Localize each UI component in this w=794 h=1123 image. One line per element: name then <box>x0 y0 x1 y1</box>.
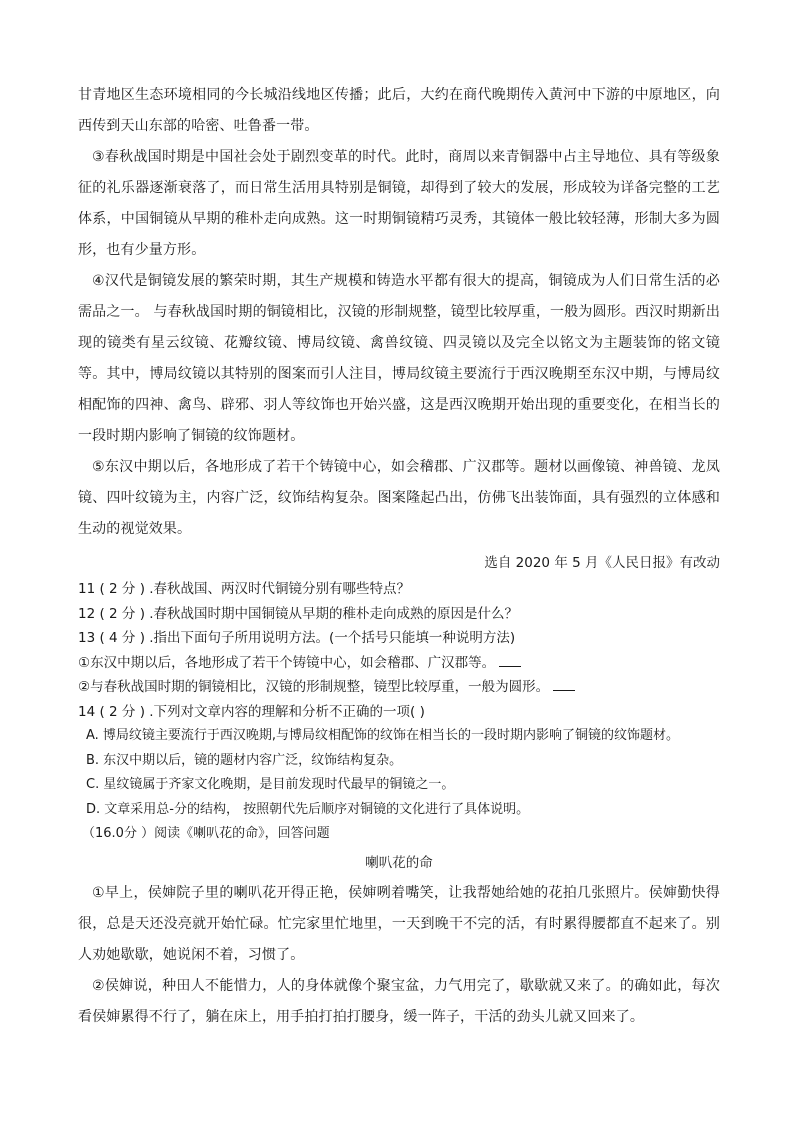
question-13-item-2-text: ②与春秋战国时期的铜镜相比，汉镜的形制规整，镜型比较厚重，一般为圆形。 <box>78 679 550 695</box>
question-13-item-2 <box>78 675 720 700</box>
question-14: 14 ( 2 分 ) .下列对文章内容的理解和分析不正确的一项( ) <box>78 703 425 720</box>
article-paragraph-intro: 甘青地区生态环境相同的今长城沿线地区传播；此后，大约在商代晚期传入黄河中下游的中原地区，向西传到天山东部的哈密、吐鲁番一带。 <box>78 87 720 134</box>
question-14-option-b: B. 东汉中期以后，镜的题材内容广泛，纹饰结构复杂。 <box>86 752 403 768</box>
question-11: 11 ( 2 分 ) .春秋战国、两汉时代铜镜分别有哪些特点？ <box>78 581 411 597</box>
question-13-item-1 <box>78 651 720 676</box>
article-paragraph-3: ③春秋战国时期是中国社会处于剧烈变革的时代。此时，商周以来青铜器中占主导地位、具有等级象征的礼乐器逐渐衰落了，而日常生活用具特别是铜镜，却得到了较大的发展，形成较为详备完整的工艺体系，中国铜镜从早期的稚朴走向成熟。这一时期铜镜精巧灵秀，其镜体一般比较轻薄，形制大多为圆形，也有少量方形。 <box>78 149 720 258</box>
question-13: 13 ( 4 分 ) .指出下面句子所用说明方法。(一个括号只能填一种说明方法) <box>78 630 516 646</box>
document-content <box>78 80 720 1033</box>
reading-paragraph-1: ①早上，侯婶院子里的喇叭花开得正艳，侯婶咧着嘴笑，让我帮她给她的花拍几张照片。侯婶勤快得很，总是天还没亮就开始忙碌。忙完家里忙地里，一天到晚干不完的活，有时累得腰都直不起来了。别人劝她歇歇，她说闲不着，习惯了。 <box>78 885 720 963</box>
answer-blank-2[interactable] <box>553 676 575 691</box>
reading-paragraph-2: ②侯婶说，种田人不能惜力，人的身体就像个聚宝盆，力气用完了，歇歇就又来了。的确如此，每次看侯婶累得不行了，躺在床上，用手拍打拍打腰身，缓一阵子，干活的劲头儿就又回来了。 <box>78 978 720 1025</box>
answer-blank-1[interactable] <box>499 652 521 667</box>
question-12: 12 ( 2 分 ) .春秋战国时期中国铜镜从早期的稚朴走向成熟的原因是什么？ <box>78 605 519 622</box>
article-paragraph-4: ④汉代是铜镜发展的繁荣时期，其生产规模和铸造水平都有很大的提高，铜镜成为人们日常生活的必需品之一。 与春秋战国时期的铜镜相比，汉镜的形制规整，镜型比较厚重，一般为圆形。西汉时期新出现的镜类有星云纹镜、花瓣纹镜、博局纹镜、禽兽纹镜、四灵镜以及完全以铭文为主题装饰的铭文镜等。其中，博局纹镜以其特别的图案而引人注目，博局纹镜主要流行于西汉晚期至东汉中期，与博局纹相配饰的四神、禽鸟、辟邪、羽人等纹饰也开始兴盛，这是西汉晚期开始出现的重要变化，在相当长的一段时期内影响了铜镜的纹饰题材。 <box>78 273 720 444</box>
question-14-option-c: C. 星纹镜属于齐家文化晚期，是目前发现时代最早的铜镜之一。 <box>86 777 455 792</box>
question-13-item-1-text: ①东汉中期以后，各地形成了若干个铸镜中心，如会稽郡、广汉郡等。 <box>78 654 496 671</box>
reading-title: 喇叭花的命 <box>365 855 433 871</box>
question-14-option-d: D. 文章采用总-分的结构， 按照朝代先后顺序对铜镜的文化进行了具体说明。 <box>86 801 530 817</box>
article-paragraph-5: ⑤东汉中期以后，各地形成了若干个铸镜中心，如会稽郡、广汉郡等。题材以画像镜、神兽镜、龙凤镜、四叶纹镜为主，内容广泛，纹饰结构复杂。图案隆起凸出，仿佛飞出装饰面，具有强烈的立体感和生动的视觉效果。 <box>78 459 720 537</box>
reading-section-heading: （16.0分 ）阅读《喇叭花的命》，回答问题 <box>82 826 330 841</box>
question-14-option-a: A. 博局纹镜主要流行于西汉晚期,与博局纹相配饰的纹饰在相当长的一段时期内影响了铜镜的纹饰题材。 <box>86 728 680 743</box>
article-source: 选自 2020 年 5 月《人民日报》有改动 <box>484 555 720 571</box>
